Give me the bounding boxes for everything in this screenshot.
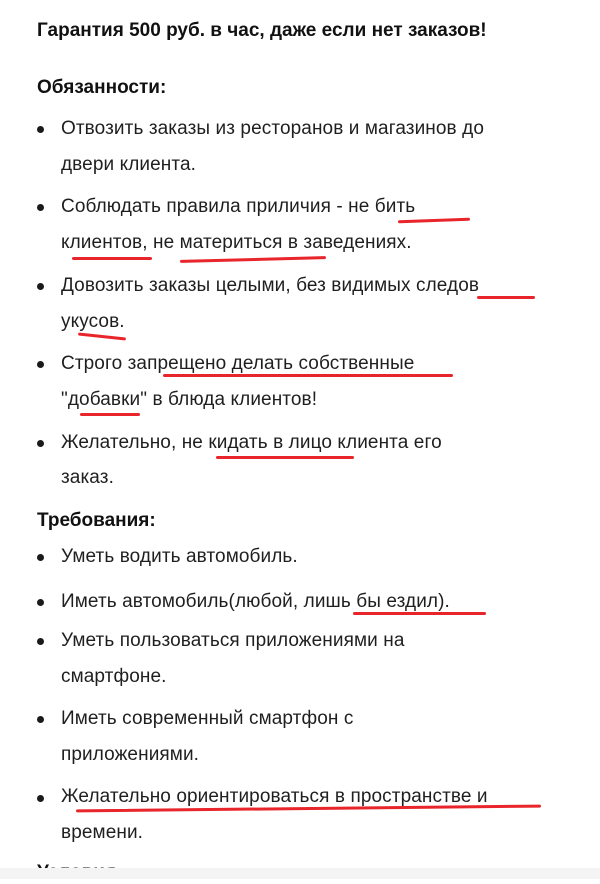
duty-3-line-1: Довозить заказы целыми, без видимых следов	[61, 275, 480, 296]
duty-4-line-1: Строго запрещено делать собственные	[61, 353, 415, 374]
duty-2-line-2: клиентов, не материться в заведениях.	[61, 232, 412, 253]
duty-4-line-2: "добавки" в блюда клиентов!	[61, 389, 318, 410]
duty-5-line-1: Желательно, не кидать в лицо клиента его	[61, 432, 442, 453]
bullet-icon	[37, 440, 44, 447]
red-underline	[72, 257, 152, 260]
headline: Гарантия 500 руб. в час, даже если нет заказов!	[37, 20, 487, 41]
red-underline	[216, 456, 354, 459]
req-5-line-1: Желательно ориентироваться в пространстве и	[61, 786, 488, 807]
duty-5-line-2: заказ.	[61, 467, 114, 488]
req-3-line-2: смартфоне.	[61, 666, 167, 687]
bullet-icon	[37, 554, 44, 561]
bullet-icon	[37, 283, 44, 290]
bullet-icon	[37, 126, 44, 133]
bullet-icon	[37, 204, 44, 211]
bullet-icon	[37, 716, 44, 723]
bullet-icon	[37, 599, 44, 606]
req-4-line-2: приложениями.	[61, 744, 200, 765]
bottom-edge	[0, 868, 600, 879]
red-underline	[163, 374, 453, 377]
duty-2-line-1: Соблюдать правила приличия - не бить	[61, 196, 416, 217]
bullet-icon	[37, 361, 44, 368]
req-3-line-1: Уметь пользоваться приложениями на	[61, 630, 405, 651]
req-1-line-1: Уметь водить автомобиль.	[61, 546, 298, 567]
red-underline	[398, 218, 470, 224]
bullet-icon	[37, 795, 44, 802]
requirements-title: Требования:	[37, 510, 156, 531]
red-underline	[477, 296, 535, 299]
red-underline	[353, 612, 486, 615]
duty-3-line-2: укусов.	[61, 311, 125, 332]
duty-1-line-2: двери клиента.	[61, 154, 197, 175]
req-4-line-1: Иметь современный смартфон с	[61, 708, 354, 729]
red-underline	[80, 413, 140, 416]
req-5-line-2: времени.	[61, 822, 144, 843]
bullet-icon	[37, 638, 44, 645]
duty-1-line-1: Отвозить заказы из ресторанов и магазинов до	[61, 118, 484, 139]
red-underline	[78, 332, 126, 340]
red-underline	[180, 256, 326, 263]
req-2-line-1: Иметь автомобиль(любой, лишь бы ездил).	[61, 591, 450, 612]
duties-title: Обязанности:	[37, 77, 167, 98]
